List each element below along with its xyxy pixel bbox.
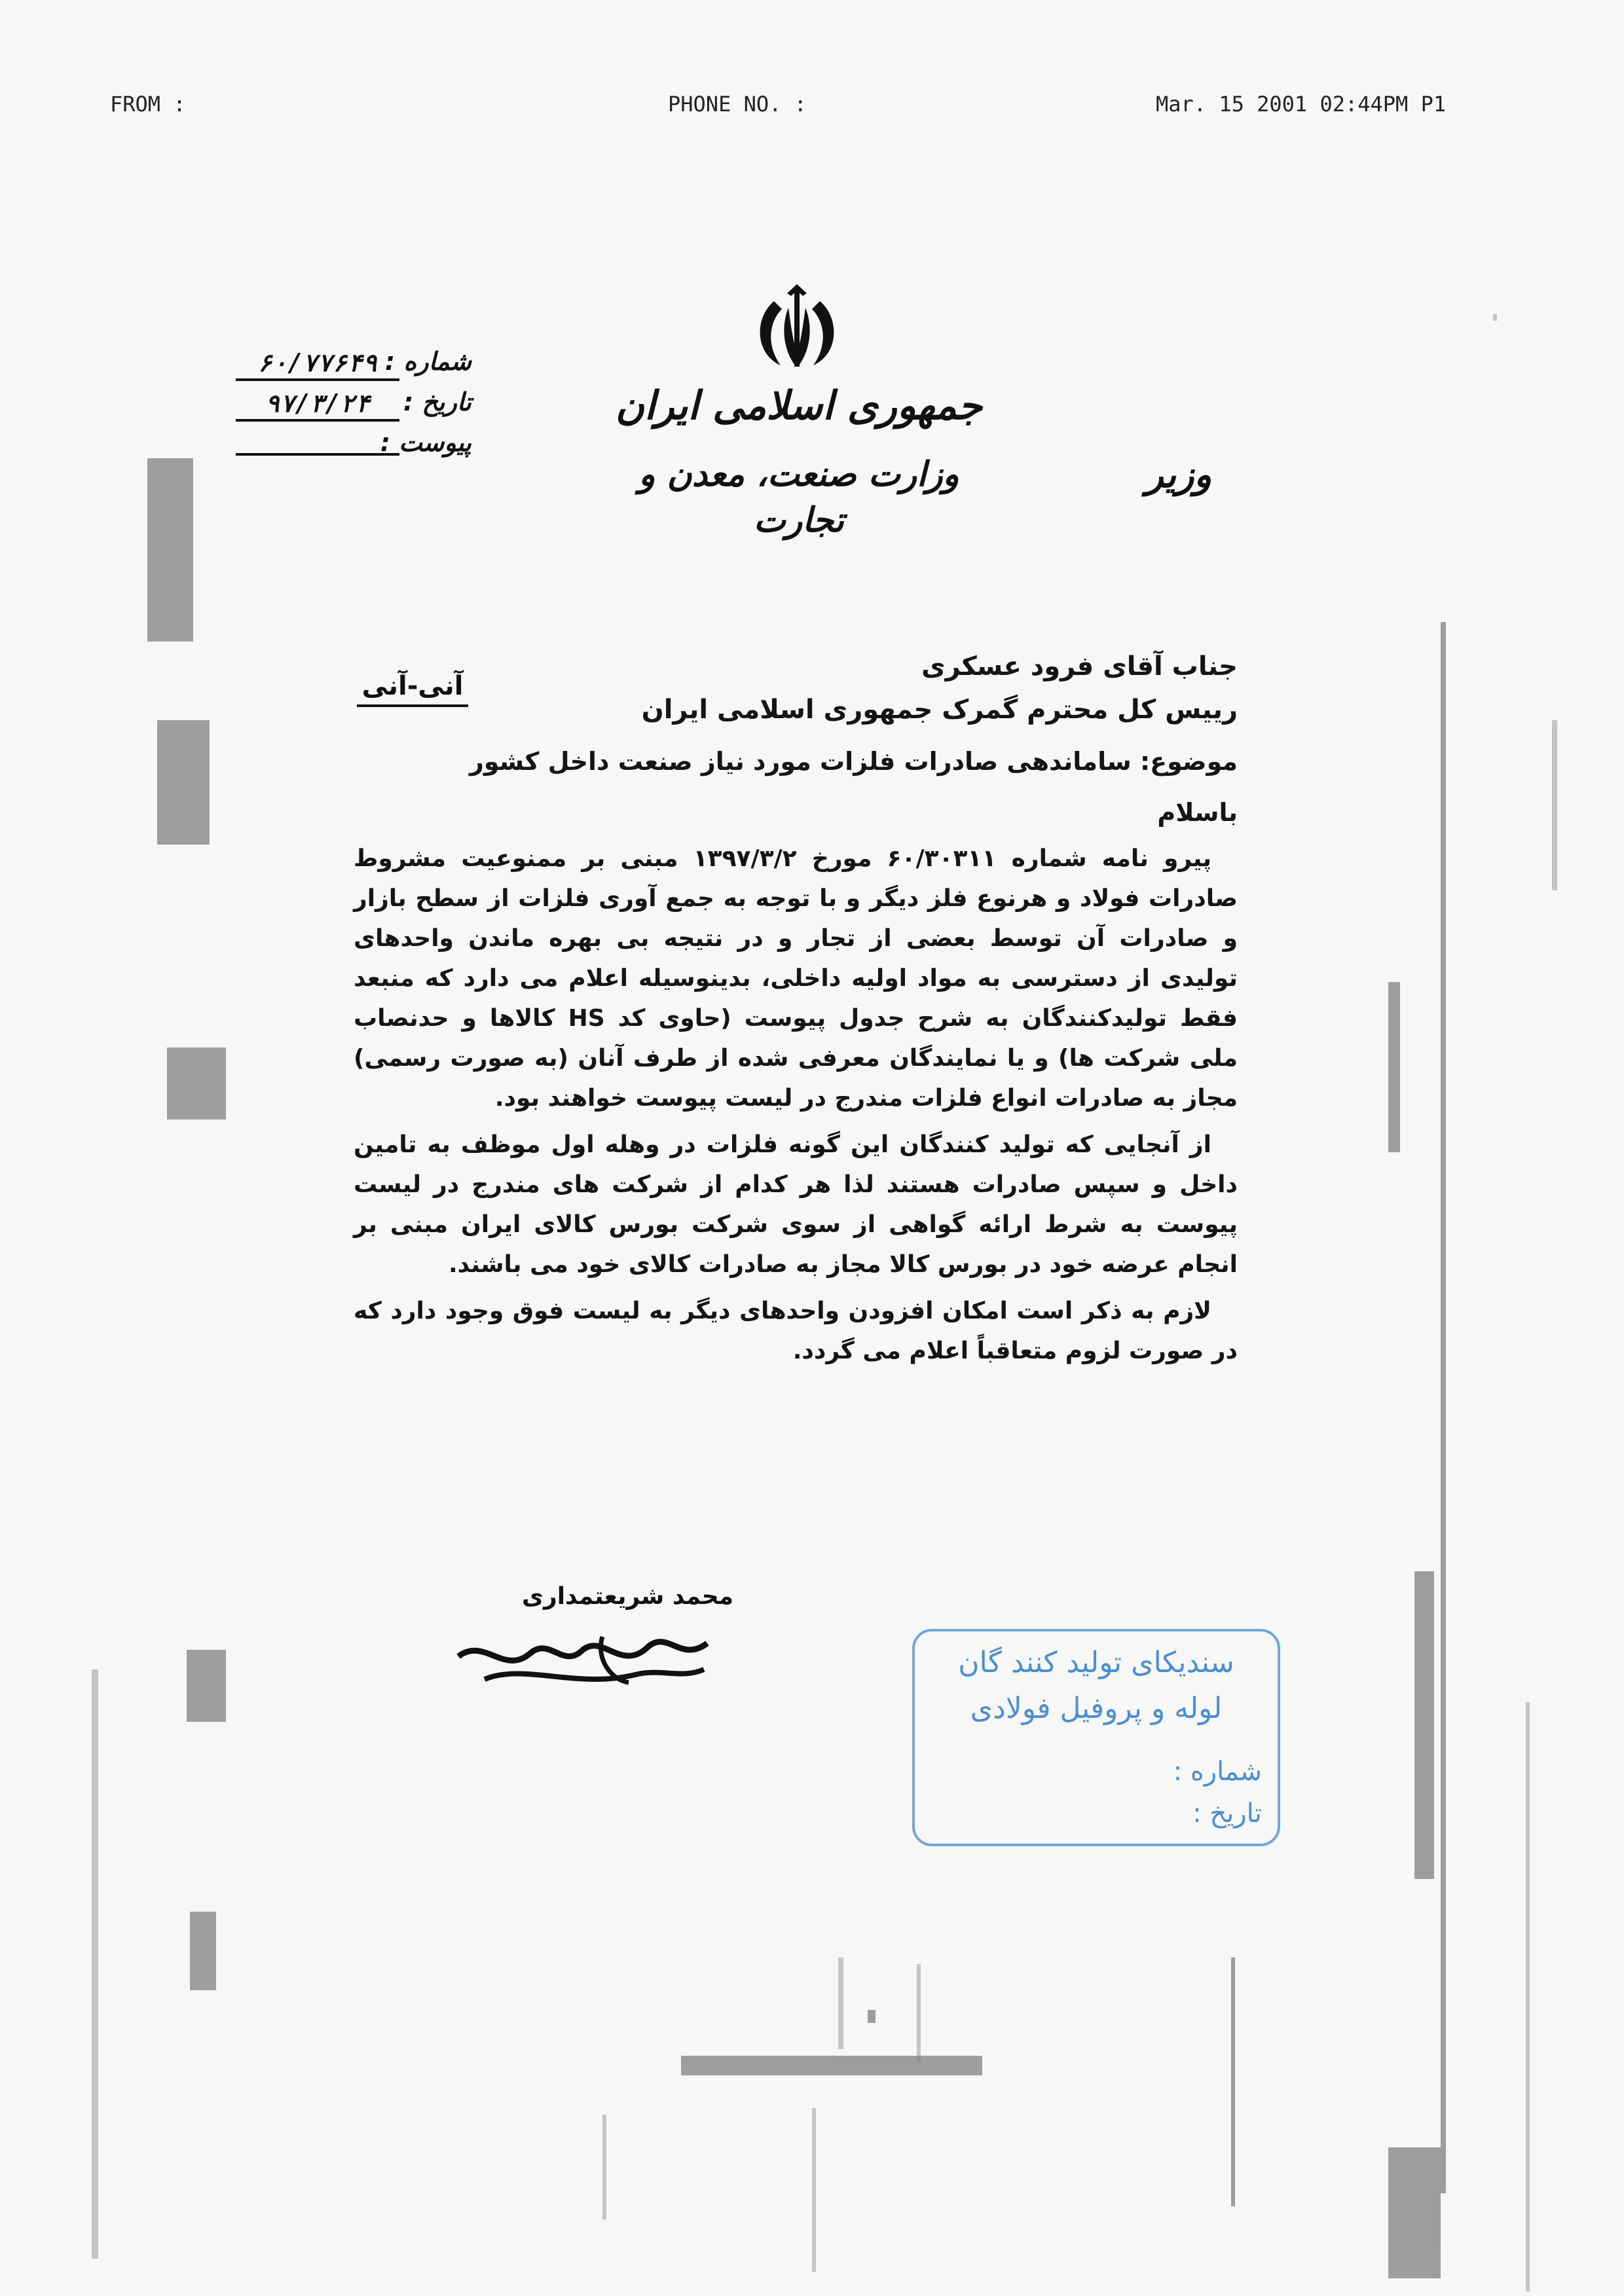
fax-header — [0, 92, 1624, 131]
reference-attachment-blank — [236, 453, 399, 456]
signature-icon — [445, 1617, 720, 1696]
stamp-date-label: تاریخ : — [1192, 1798, 1262, 1829]
reference-date-label: تاریخ : — [403, 388, 471, 416]
fax-datetime: Mar. 15 2001 02:44PM P1 — [1156, 92, 1447, 117]
letter-body — [354, 645, 1238, 1371]
reference-date-row — [223, 388, 471, 428]
signer-name: محمد شریعتمداری — [521, 1583, 733, 1610]
reference-date-value: ۹۷/۳/۲۴ — [236, 388, 399, 422]
letter-paragraph-1: پیرو نامه شماره ۶۰/۳۰۳۱۱ مورخ ۱۳۹۷/۳/۲ مبنی بر ممنوعیت مشروط صادرات فولاد و هرنوع فلز دیگر و با توجه به جمع آوری فلزات از سطح بازار و صادرات آن توسط بعضی از تجار و در نتیجه بی بهره ماندن واحدهای تولیدی از دسترسی به مواد اولیه داخلی، بدینوسیله اعلام می دارد که منبعد فقط تولیدکنندگان به شرح جدول پیوست (حاوی کد HS کالاها و حدنصاب ملی شرکت ها) و یا نمایندگان معرفی شده از طرف آنان (به صورت رسمی) مجاز به صادرات انواع فلزات مندرج در لیست پیوست خواهند بود. — [354, 845, 1238, 1112]
reference-attachment-label: پیوست : — [380, 428, 471, 457]
salutation-name: جناب آقای فرود عسکری — [921, 651, 1238, 682]
fax-from-label: FROM : — [110, 92, 186, 117]
stamp-line-1: سندیکای تولید کنند گان — [958, 1646, 1234, 1679]
letter-paragraph-3: لازم به ذکر است امکان افزودن واحدهای دیگر به لیست فوق وجود دارد که در صورت لزوم متعاقباً اعلام می گردد. — [354, 1298, 1238, 1364]
reference-attachment-row — [223, 428, 471, 469]
fax-phone-label: PHONE NO. : — [668, 92, 807, 117]
letter-paragraph-2: از آنجایی که تولید کنندگان این گونه فلزات در وهله اول موظف به تامین داخل و سپس صادرات هستند لذا هر کدام از شرکت های مندرج در لیست پیوست به شرط ارائه گواهی از سوی شرکت بورس کالای ایران مبنی بر انجام عرضه خود در بورس کالا مجاز به صادرات کالای خود می باشند. — [354, 1131, 1238, 1278]
letterhead-minister: وزیر — [1145, 453, 1212, 496]
syndicate-stamp — [912, 1629, 1280, 1846]
letterhead-country: جمهوری اسلامی ایران — [615, 383, 983, 429]
priority-label: آنی-آنی — [357, 668, 468, 707]
reference-number-label: شماره : — [384, 347, 471, 376]
salutation-title: رییس کل محترم گمرک جمهوری اسلامی ایران — [641, 695, 1238, 725]
reference-number-row — [223, 347, 471, 388]
stamp-line-2: لوله و پروفیل فولادی — [970, 1692, 1223, 1725]
iran-emblem-icon — [748, 282, 846, 380]
stamp-number-label: شماره : — [1173, 1757, 1262, 1787]
letter-subject: موضوع: ساماندهی صادرات فلزات مورد نیاز صنعت داخل کشور — [469, 747, 1238, 776]
letter-greeting: باسلام — [1157, 798, 1238, 827]
reference-block — [223, 347, 471, 469]
reference-number-value: ۶۰/۷۷۶۴۹ — [236, 347, 399, 381]
letterhead-ministry: وزارت صنعت، معدن و تجارت — [638, 454, 959, 540]
